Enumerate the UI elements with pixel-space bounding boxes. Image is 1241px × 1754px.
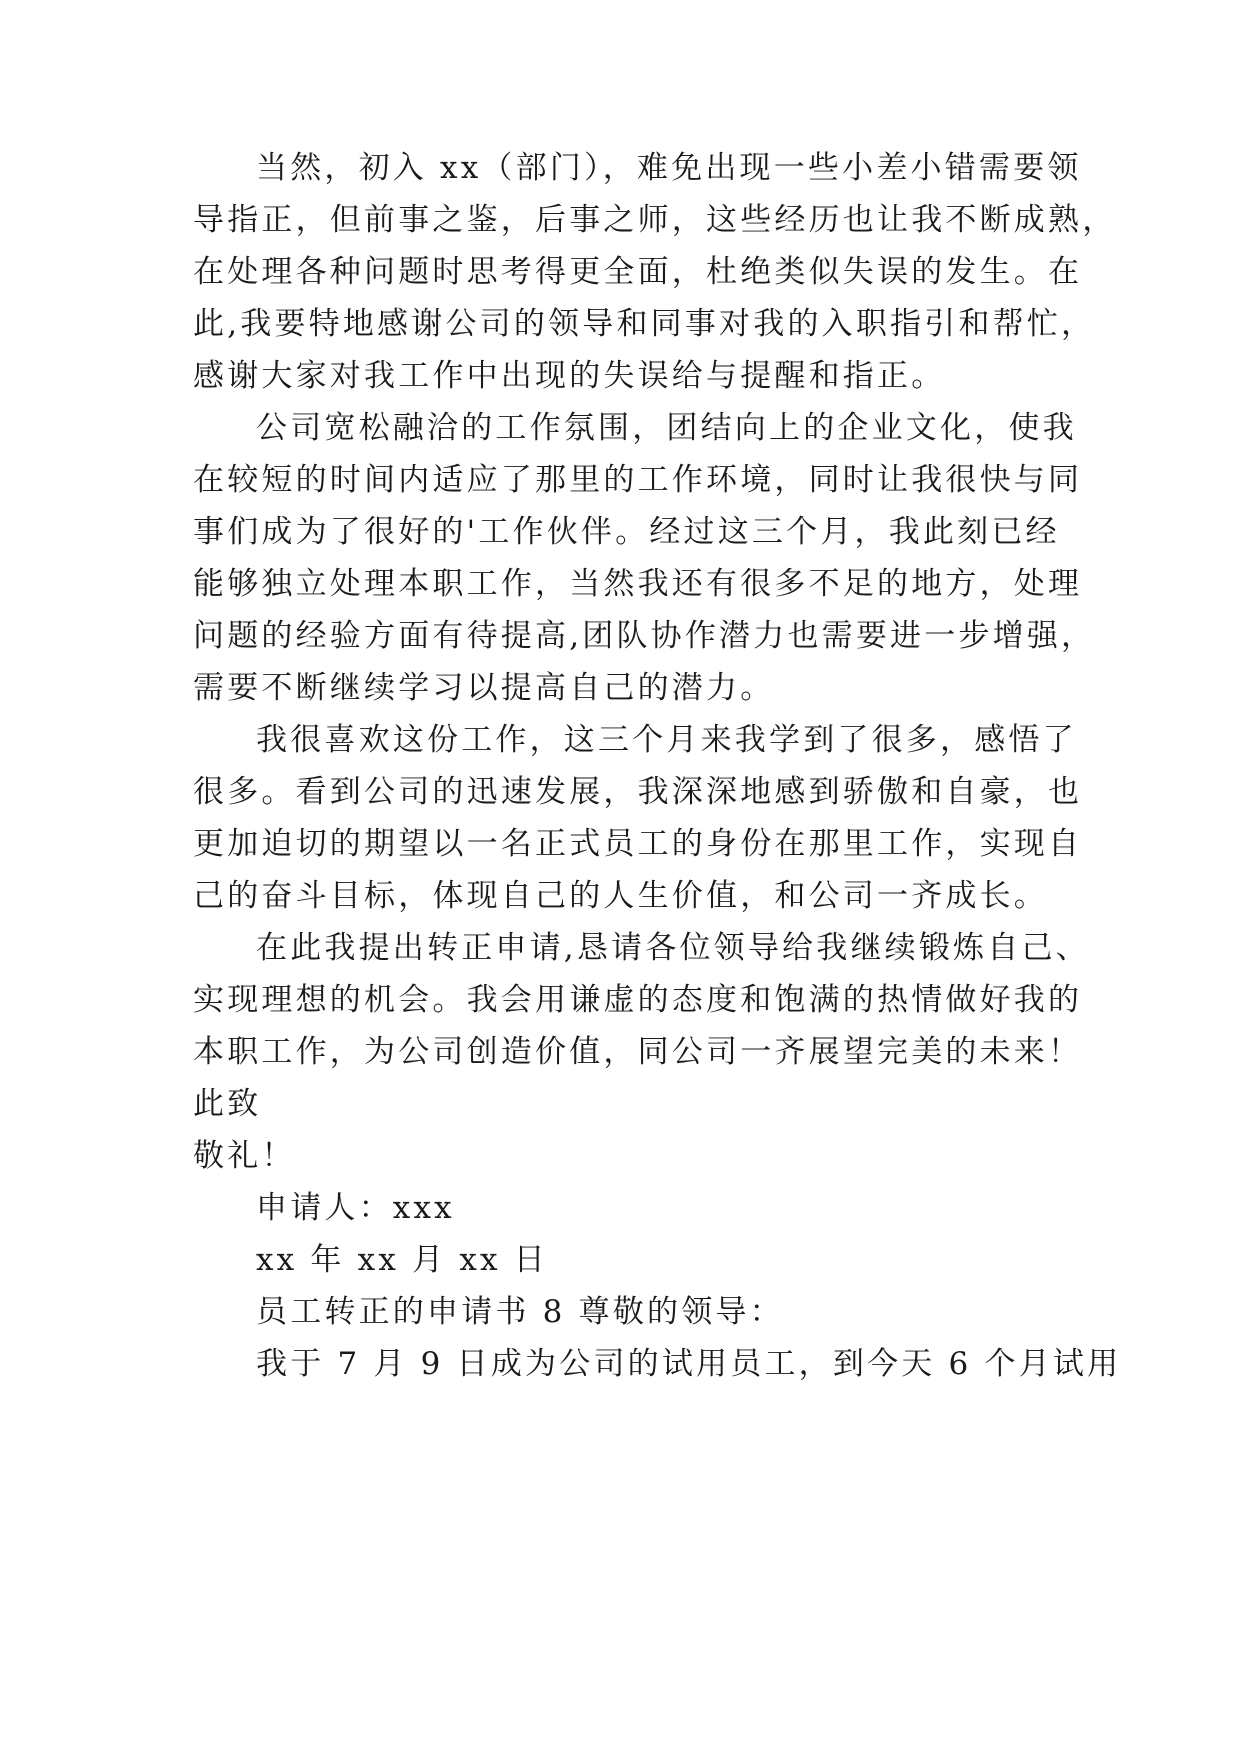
paragraph-2-line-6: 需要不断继续学习以提高自己的潜力。 <box>193 670 775 706</box>
applicant-line: 申请人：xxx <box>256 1190 455 1226</box>
paragraph-3-line-1: 我很喜欢这份工作，这三个月来我学到了很多，感悟了 <box>256 722 1077 758</box>
next-letter-heading: 员工转正的申请书 8 尊敬的领导： <box>256 1294 784 1330</box>
paragraph-3-line-4: 己的奋斗目标，体现自己的人生价值，和公司一齐成长。 <box>193 878 1048 914</box>
paragraph-3-line-2: 很多。看到公司的迅速发展，我深深地感到骄傲和自豪，也 <box>193 774 1083 810</box>
date-line: xx 年 xx 月 xx 日 <box>256 1242 548 1278</box>
paragraph-1-line-5: 感谢大家对我工作中出现的失误给与提醒和指正。 <box>193 358 946 394</box>
paragraph-1-line-3: 在处理各种问题时思考得更全面，杜绝类似失误的发生。在 <box>193 254 1083 290</box>
paragraph-2-line-4: 能够独立处理本职工作，当然我还有很多不足的地方，处理 <box>193 566 1083 602</box>
paragraph-1-line-1: 当然，初入 xx（部门），难免出现一些小差小错需要领 <box>256 150 1082 186</box>
paragraph-2-line-1: 公司宽松融洽的工作氛围，团结向上的企业文化，使我 <box>256 410 1077 446</box>
paragraph-1-line-4: 此,我要特地感谢公司的领导和同事对我的入职指引和帮忙， <box>193 306 1096 342</box>
closing-regards: 敬礼！ <box>193 1138 296 1174</box>
paragraph-3-line-3: 更加迫切的期望以一名正式员工的身份在那里工作，实现自 <box>193 826 1083 862</box>
next-letter-line-1: 我于 7 月 9 日成为公司的试用员工，到今天 6 个月试用 <box>256 1346 1122 1382</box>
paragraph-4-line-1: 在此我提出转正申请,恳请各位领导给我继续锻炼自己、 <box>256 930 1090 966</box>
paragraph-2-line-2: 在较短的时间内适应了那里的工作环境，同时让我很快与同 <box>193 462 1083 498</box>
paragraph-1-line-2: 导指正，但前事之鉴，后事之师，这些经历也让我不断成熟， <box>193 202 1117 238</box>
closing-salutation: 此致 <box>193 1086 262 1122</box>
paragraph-2-line-3: 事们成为了很好的'工作伙伴。经过这三个月，我此刻已经 <box>193 514 1060 550</box>
paragraph-4-line-2: 实现理想的机会。我会用谦虚的态度和饱满的热情做好我的 <box>193 982 1083 1018</box>
paragraph-2-line-5: 问题的经验方面有待提高,团队协作潜力也需要进一步增强， <box>193 618 1096 654</box>
paragraph-4-line-3: 本职工作，为公司创造价值，同公司一齐展望完美的未来！ <box>193 1034 1083 1070</box>
